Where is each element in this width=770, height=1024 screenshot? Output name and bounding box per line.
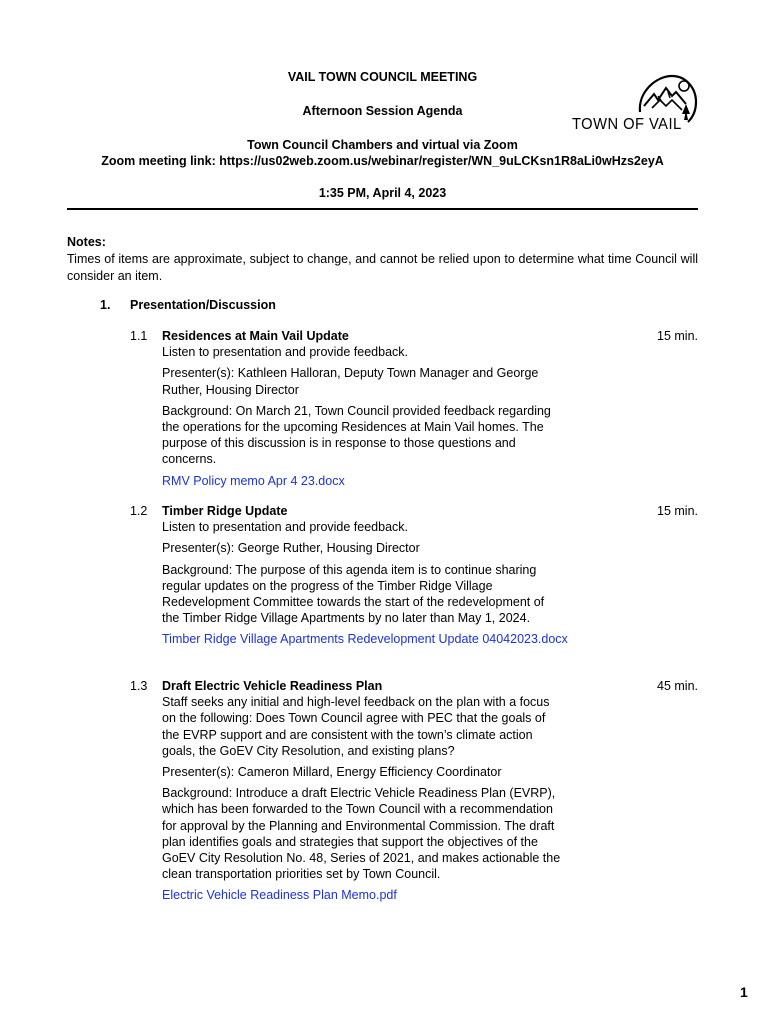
item-duration: 15 min. (657, 504, 698, 518)
item-action: Staff seeks any initial and high-level feedback on the plan with a focus on the following: Does Town Council agree with PEC that the goals of the EVRP support and are consistent with the town’s climate action goals, the GoEV City Resolution, and existing plans? (162, 695, 550, 758)
item-title: Timber Ridge Update (162, 504, 288, 518)
item-presenters: Presenter(s): Kathleen Halloran, Deputy Town Manager and George Ruther, Housing Director (162, 366, 539, 397)
item-attachment-link[interactable]: Timber Ridge Village Apartments Redevelopment Update 04042023.docx (162, 632, 568, 647)
item-duration: 15 min. (657, 329, 698, 343)
item-action: Listen to presentation and provide feedback. (162, 345, 409, 360)
header-divider (67, 208, 698, 210)
item-action: Listen to presentation and provide feedback. (162, 520, 409, 535)
item-number: 1.3 (130, 679, 148, 693)
meeting-title: VAIL TOWN COUNCIL MEETING (287, 70, 478, 84)
logo-text: TOWN OF VAIL (572, 116, 682, 133)
notes-title: Notes: (67, 235, 106, 249)
page-number: 1 (740, 984, 748, 1000)
notes-block (67, 234, 698, 285)
section-number: 1. (100, 298, 111, 312)
zoom-link[interactable]: Zoom meeting link: https://us02web.zoom.us/webinar/register/WN_9uLCKsn1R8aLi0wHzs2eyA (101, 154, 664, 168)
item-attachment-link[interactable]: Electric Vehicle Readiness Plan Memo.pdf (162, 888, 397, 903)
item-number: 1.2 (130, 504, 148, 518)
item-presenters: Presenter(s): George Ruther, Housing Director (162, 541, 420, 556)
item-background: Background: The purpose of this agenda item is to continue sharing regular updates on the progress of the Timber Ridge Village Redevelopment Committee towards the start of the redevelopment of the Timber Ridge Village Apartments by no later than May 1, 2024. (162, 562, 545, 626)
item-attachment-link[interactable]: RMV Policy memo Apr 4 23.docx (162, 473, 345, 488)
item-title: Residences at Main Vail Update (162, 329, 349, 343)
session-title: Afternoon Session Agenda (302, 104, 463, 118)
item-number: 1.1 (130, 329, 148, 343)
item-duration: 45 min. (657, 679, 698, 693)
item-background: Background: On March 21, Town Council provided feedback regarding the operations for the upcoming Residences at Main Vail homes. The purpose of this discussion is in response to those questions and concerns. (162, 403, 551, 467)
item-presenters: Presenter(s): Cameron Millard, Energy Efficiency Coordinator (162, 765, 502, 780)
item-background: Background: Introduce a draft Electric Vehicle Readiness Plan (EVRP), which has been forwarded to the Town Council with a recommendation for approval by the Planning and Environmental Commission. The draft plan identifies goals and strategies that support the objectives of the GoEV City Resolution No. 48, Series of 2021, and makes actionable the clean transportation priorities set by Town Council. (162, 786, 561, 882)
notes-body: Times of items are approximate, subject to change, and cannot be relied upon to determine what time Council will consider an item. (67, 252, 698, 283)
meeting-datetime: 1:35 PM, April 4, 2023 (318, 186, 447, 200)
town-of-vail-logo (572, 72, 700, 134)
item-title: Draft Electric Vehicle Readiness Plan (162, 679, 383, 693)
meeting-location: Town Council Chambers and virtual via Zoom (247, 138, 518, 152)
section-title: Presentation/Discussion (130, 298, 276, 312)
